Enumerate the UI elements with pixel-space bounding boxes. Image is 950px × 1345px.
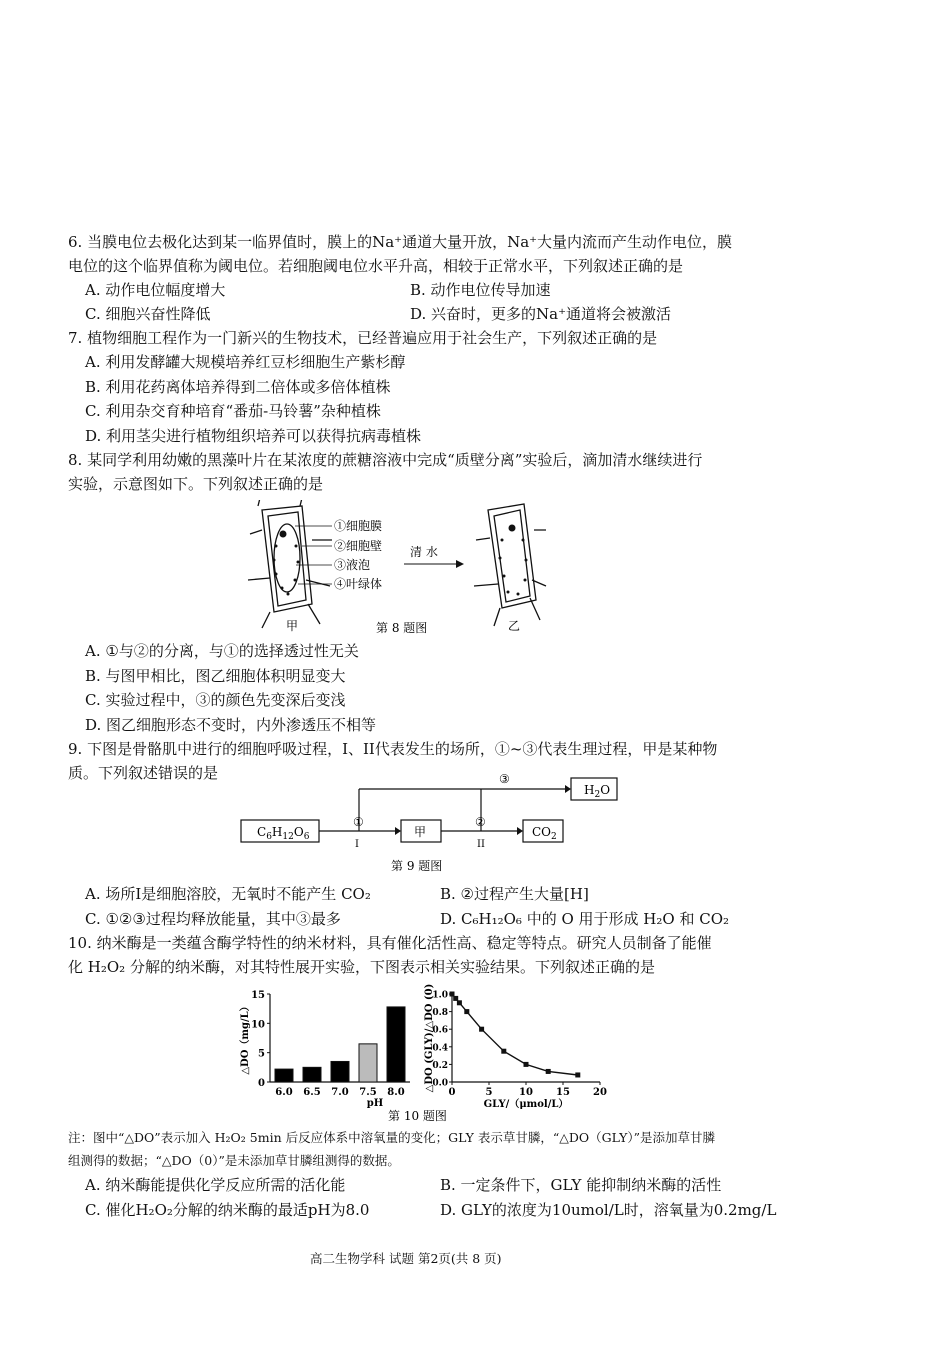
line-x-tick-label: 15: [556, 1087, 570, 1098]
q9-stem-line2: 质。下列叙述错误的是: [68, 764, 219, 782]
bar-x-tick-label: 7.0: [331, 1087, 349, 1098]
bar-x-tick-label: 6.5: [303, 1087, 321, 1098]
gly-line-chart: [424, 984, 607, 1110]
q10-stem-line2: 化 H₂O₂ 分解的纳米酶，对其特性展开实验，下图表示相关实验结果。下列叙述正确的是: [68, 958, 655, 976]
q7-option-b: B. 利用花药离体培养得到二倍体或多倍体植株: [85, 378, 391, 396]
q10-note-line1: 注：图中“△DO”表示加入 H₂O₂ 5min 后反应体系中溶氧量的变化；GLY 表示草甘膦，“△DO（GLY）”是添加草甘膦: [68, 1130, 715, 1145]
label-jia: 甲: [286, 619, 299, 633]
q8-option-d: D. 图乙细胞形态不变时，内外渗透压不相等: [85, 716, 377, 734]
q10-option-c: C. 催化H₂O₂分解的纳米酶的最适pH为8.0: [85, 1201, 370, 1219]
arrow-label: 清 水: [410, 545, 438, 559]
q7-option-d: D. 利用茎尖进行植物组织培养可以获得抗病毒植株: [85, 427, 422, 445]
gly-point: [457, 1000, 462, 1005]
gly-point: [479, 1027, 484, 1032]
label-yi: 乙: [508, 619, 521, 633]
line-y-tick-label: 0.8: [432, 1008, 448, 1019]
gly-series-line: [452, 994, 578, 1075]
svg-text:③: ③: [499, 772, 510, 786]
bar-y-tick-label: 10: [251, 1019, 265, 1031]
svg-text:②: ②: [475, 815, 486, 829]
q8-figure: [240, 500, 560, 640]
gly-point: [575, 1072, 580, 1077]
q8-caption: 第 8 题图: [376, 621, 428, 635]
line-y-tick-label: 0.2: [432, 1060, 448, 1071]
bar-x-tick-label: 7.5: [359, 1087, 377, 1098]
bar-6.5: [303, 1067, 321, 1082]
line-x-tick-label: 10: [519, 1087, 533, 1098]
label-membrane: ①细胞膜: [334, 519, 383, 533]
gly-point: [501, 1049, 506, 1054]
svg-text:C6H12O6: $C_6H_{12}O_6$: [257, 825, 310, 842]
q10-option-d: D. GLY的浓度为10umol/L时，溶氧量为0.2mg/L: [440, 1201, 777, 1219]
line-y-tick-label: 0.6: [432, 1025, 448, 1036]
bar-7.0: [331, 1061, 349, 1082]
q6-option-b: B. 动作电位传导加速: [410, 281, 551, 299]
svg-text:①: ①: [353, 815, 364, 829]
q6-option-a: A. 动作电位幅度增大: [85, 281, 226, 299]
bar-6.0: [275, 1069, 293, 1082]
label-vacuole: ③液泡: [334, 558, 371, 572]
cell-yi: [474, 504, 546, 626]
q7-stem: 7. 植物细胞工程作为一门新兴的生物技术，已经普遍应用于社会生产，下列叙述正确的是: [68, 329, 658, 347]
label-chloroplast: ④叶绿体: [334, 577, 383, 591]
bar-7.5: [359, 1044, 377, 1082]
q8-option-a: A. ①与②的分离，与①的选择透过性无关: [85, 642, 359, 660]
line-x-label: GLY/（μmol/L）: [483, 1099, 569, 1110]
bar-x-tick-label: 6.0: [275, 1087, 293, 1098]
bar-y-tick-label: 15: [251, 990, 265, 1001]
q10-option-b: B. 一定条件下，GLY 能抑制纳米酶的活性: [440, 1176, 722, 1194]
line-y-label: △DO (GLY)/△DO (0): [424, 983, 435, 1093]
q8-option-b: B. 与图甲相比，图乙细胞体积明显变大: [85, 667, 346, 685]
gly-point: [524, 1062, 529, 1067]
q10-stem-line1: 10. 纳米酶是一类蕴含酶学特性的纳米材料，具有催化活性高、稳定等特点。研究人员制备了能催: [68, 934, 712, 952]
svg-text:I: I: [355, 839, 359, 850]
q9-option-c: C. ①②③过程均释放能量，其中③最多: [85, 910, 341, 928]
line-y-tick-label: 0.0: [432, 1078, 448, 1089]
q8-stem-line2: 实验，示意图如下。下列叙述正确的是: [68, 475, 324, 493]
svg-text:H2O: $H_2O$: [584, 783, 611, 800]
q6-option-c: C. 细胞兴奋性降低: [85, 305, 211, 323]
bar-y-label: △DO（mg/L）: [240, 1001, 251, 1075]
line-y-tick-label: 1.0: [432, 990, 448, 1001]
bar-y-tick-label: 0: [258, 1078, 265, 1089]
gly-point: [464, 1009, 469, 1014]
q10-note-line2: 组测得的数据；“△DO（0）”是未添加草甘膦组测得的数据。: [68, 1153, 400, 1168]
gly-point: [546, 1069, 551, 1074]
svg-text:II: II: [477, 839, 485, 850]
bar-x-label: pH: [366, 1098, 384, 1109]
q9-option-d: D. C₆H₁₂O₆ 中的 O 用于形成 H₂O 和 CO₂: [440, 910, 730, 928]
svg-text:甲: 甲: [414, 825, 427, 839]
cell-jia: [248, 500, 332, 628]
q10-caption: 第 10 题图: [388, 1109, 447, 1123]
q9-stem-line1: 9. 下图是骨骼肌中进行的细胞呼吸过程，I、II代表发生的场所，①~③代表生理过程，甲是某种物: [68, 740, 718, 758]
label-wall: ②细胞壁: [334, 539, 383, 553]
q9-figure: [235, 770, 635, 880]
q9-option-b: B. ②过程产生大量[H]: [440, 885, 589, 903]
q7-option-a: A. 利用发酵罐大规模培养红豆杉细胞生产紫杉醇: [85, 353, 406, 371]
bar-8.0: [387, 1007, 405, 1082]
q7-option-c: C. 利用杂交育种培育“番茄-马铃薯”杂种植株: [85, 402, 381, 420]
svg-text:CO2: $CO_2$: [532, 825, 557, 842]
q6-stem-line1: 6. 当膜电位去极化达到某一临界值时，膜上的Na⁺通道大量开放，Na⁺大量内流而产生动作电位，膜: [68, 233, 733, 251]
line-y-tick-label: 0.4: [432, 1043, 448, 1054]
page-footer: 高二生物学科 试题 第2页(共 8 页): [310, 1251, 502, 1266]
q8-stem-line1: 8. 某同学利用幼嫩的黑藻叶片在某浓度的蔗糖溶液中完成“质壁分离”实验后，滴加清水继续进行: [68, 451, 703, 469]
gly-point: [450, 992, 455, 997]
q9-option-a: A. 场所I是细胞溶胶，无氧时不能产生 CO₂: [85, 885, 371, 903]
line-x-tick-label: 20: [593, 1087, 607, 1098]
line-x-tick-label: 0: [448, 1087, 456, 1098]
line-x-tick-label: 5: [485, 1087, 493, 1098]
bar-y-tick-label: 5: [258, 1048, 265, 1060]
gly-point: [453, 996, 458, 1001]
q6-option-d: D. 兴奋时，更多的Na⁺通道将会被激活: [410, 305, 672, 323]
q10-figure: [230, 982, 620, 1127]
q9-caption: 第 9 题图: [391, 859, 443, 873]
q10-option-a: A. 纳米酶能提供化学反应所需的活化能: [85, 1176, 346, 1194]
q6-stem-line2: 电位的这个临界值称为阈电位。若细胞阈电位水平升高，相较于正常水平，下列叙述正确的是: [68, 257, 684, 275]
ph-bar-chart: [238, 990, 410, 1109]
q8-option-c: C. 实验过程中，③的颜色先变深后变浅: [85, 691, 346, 709]
bar-x-tick-label: 8.0: [387, 1087, 405, 1098]
